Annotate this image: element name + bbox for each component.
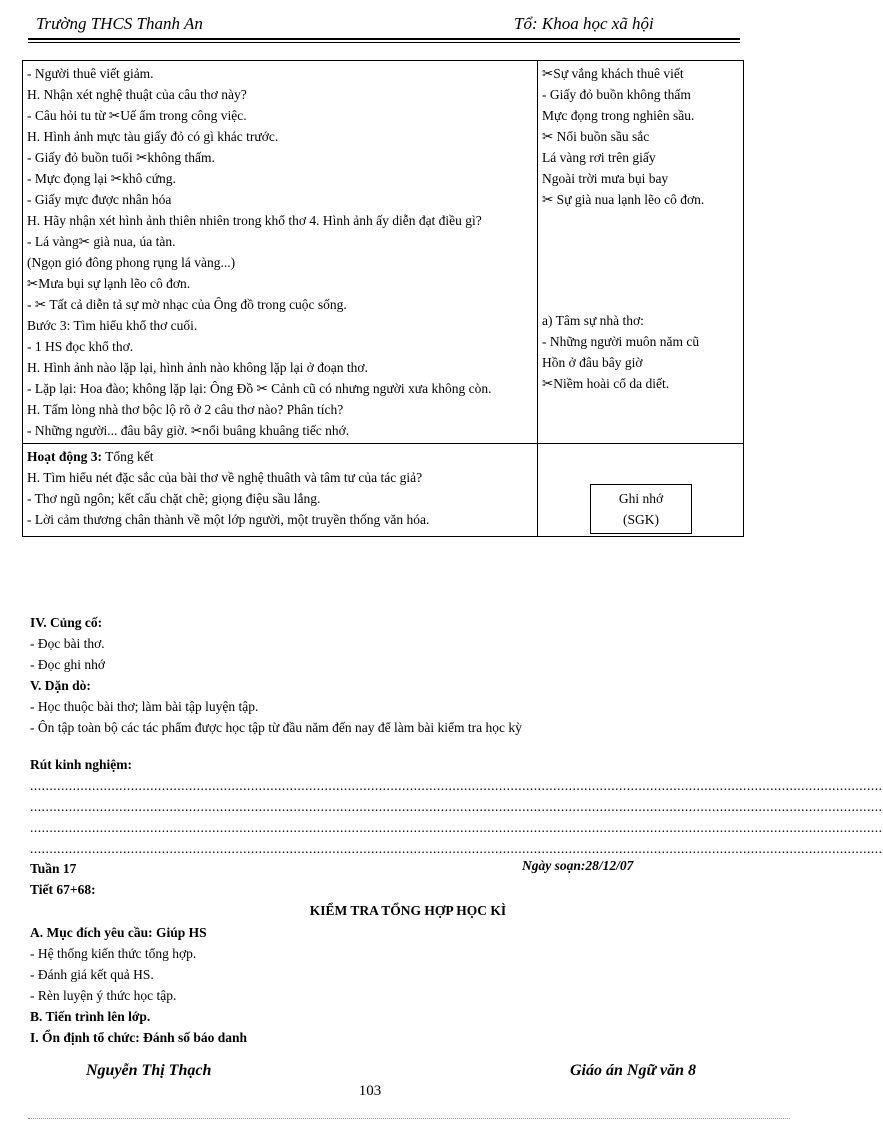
school-name: Trường THCS Thanh An xyxy=(36,14,203,33)
dotted-line: ............................................................................................................................................................................................................................ xyxy=(30,778,883,793)
text-line: - 1 HS đọc khổ thơ. xyxy=(27,339,134,354)
text-line: H. Hình ảnh mực tàu giấy đỏ có gì khác trước. xyxy=(27,129,279,144)
subject-name: Giáo án Ngữ văn 8 xyxy=(570,1062,697,1079)
note-source: (SGK) xyxy=(623,512,659,527)
prepared-date: Ngày soạn:28/12/07 xyxy=(522,858,634,873)
note-box xyxy=(590,484,692,534)
text-line: - Người thuê viết giảm. xyxy=(27,66,154,81)
text-line: - Những người muôn năm cũ xyxy=(542,334,700,349)
lesson-table xyxy=(22,60,744,537)
dotted-line: ............................................................................................................................................................................................................................ xyxy=(30,799,883,814)
text-line: (Ngọn gió đông phong rụng lá vàng...) xyxy=(27,255,236,270)
list-item: - Đánh giá kết quả HS. xyxy=(30,967,154,982)
spacer xyxy=(542,210,737,310)
dotted-line: ............................................................................................................................................................................................................................ xyxy=(30,820,883,835)
text-line: H. Tìm hiểu nét đặc sắc của bài thơ về nghệ thuâth và tâm tư của tác giả? xyxy=(27,470,423,485)
text-line: - Giấy mực được nhân hóa xyxy=(27,192,172,207)
week-label: Tuần 17 xyxy=(30,861,77,876)
text-line: Mực đọng trong nghiên sầu. xyxy=(542,108,695,123)
period-label: Tiết 67+68: xyxy=(30,882,96,897)
list-item: - Hệ thống kiến thức tổng hợp. xyxy=(30,946,197,961)
summary-activity-cell xyxy=(23,444,538,537)
text-line: - Lá vàng✂ già nua, úa tàn. xyxy=(27,234,176,249)
list-item: - Đọc ghi nhớ xyxy=(30,657,106,672)
list-item: - Rèn luyện ý thức học tập. xyxy=(30,988,177,1003)
text-line: - Giấy đỏ buồn tuổi ✂không thấm. xyxy=(27,150,215,165)
text-line: - Câu hỏi tu từ ✂Uế ẩm trong công việc. xyxy=(27,108,247,123)
summary-content-cell xyxy=(538,444,744,537)
text-line: ✂Sự vắng khách thuê viết xyxy=(542,66,684,81)
text-line: - Thơ ngũ ngôn; kết cấu chặt chẽ; giọng điệu sầu lắng. xyxy=(27,491,321,506)
objectives-section xyxy=(30,922,730,1048)
lesson-title: KIỂM TRA TỔNG HỢP HỌC KÌ xyxy=(309,903,507,918)
list-item: - Học thuộc bài thơ; làm bài tập luyện tập. xyxy=(30,699,259,714)
note-title: Ghi nhớ xyxy=(618,491,664,506)
text-line: ✂ Sự già nua lạnh lẽo cô đơn. xyxy=(542,192,705,207)
text-line: ✂Mưa bụi sự lạnh lẽo cô đơn. xyxy=(27,276,191,291)
activity-heading: Hoạt động 3: Tổng kết xyxy=(27,449,154,464)
section-heading: I. Ổn định tổ chức: Đánh số báo danh xyxy=(30,1030,248,1045)
text-line: a) Tâm sự nhà thơ: xyxy=(542,313,644,328)
section-heading: B. Tiến trình lên lớp. xyxy=(30,1009,151,1024)
text-line: Hồn ở đâu bây giờ xyxy=(542,355,643,370)
section-heading: IV. Củng cố: xyxy=(30,615,103,630)
section-heading: Rút kinh nghiệm: xyxy=(30,757,133,772)
text-line: - Lặp lại: Hoa đào; không lặp lại: Ông Đồ ✂ Cảnh cũ có nhưng người xưa không còn. xyxy=(27,381,492,396)
week-period xyxy=(30,858,96,900)
page-bottom-rule xyxy=(28,1118,790,1119)
department-name: Tổ: Khoa học xã hội xyxy=(514,14,654,33)
text-line: H. Hãy nhận xét hình ảnh thiên nhiên trong khổ thơ 4. Hình ảnh ấy diễn đạt điều gì? xyxy=(27,213,482,228)
section-heading: A. Mục đích yêu cầu: Giúp HS xyxy=(30,925,207,940)
text-line: - Lời cảm thương chân thành về một lớp người, một truyền thống văn hóa. xyxy=(27,512,430,527)
text-line: Ngoài trời mưa bụi bay xyxy=(542,171,669,186)
header-rule xyxy=(28,38,740,40)
table-row xyxy=(23,61,744,444)
text-line: - Những người... đâu bây giờ. ✂nổi buâng khuâng tiếc nhớ. xyxy=(27,423,350,438)
text-line: H. Tấm lòng nhà thơ bộc lộ rõ ở 2 câu thơ nào? Phân tích? xyxy=(27,402,344,417)
text-line: H. Nhận xét nghệ thuật của câu thơ này? xyxy=(27,87,247,102)
text-line: Bước 3: Tìm hiểu khổ thơ cuối. xyxy=(27,318,198,333)
consolidation-section xyxy=(30,612,730,675)
page-number: 103 xyxy=(358,1083,382,1099)
teacher-student-activity-cell xyxy=(23,61,538,444)
text-line: - ✂ Tất cả diễn tả sự mờ nhạc của Ông đồ trong cuộc sống. xyxy=(27,297,347,312)
text-line: ✂ Nổi buồn sầu sắc xyxy=(542,129,650,144)
header-rule-thin xyxy=(28,42,740,43)
list-item: - Đọc bài thơ. xyxy=(30,636,105,651)
text-line: - Giấy đỏ buồn không thấm xyxy=(542,87,691,102)
text-line: Lá vàng rơi trên giấy xyxy=(542,150,656,165)
table-row xyxy=(23,444,744,537)
experience-section xyxy=(30,754,883,859)
author-name: Nguyễn Thị Thạch xyxy=(86,1062,212,1079)
content-cell xyxy=(538,61,744,444)
list-item: - Ôn tập toàn bộ các tác phẩm được học tập từ đầu năm đến nay để làm bài kiểm tra học kỳ xyxy=(30,720,522,735)
dotted-line: ............................................................................................................................................................................................................................ xyxy=(30,841,883,856)
text-line: - Mực đọng lại ✂khô cứng. xyxy=(27,171,176,186)
section-heading: V. Dặn dò: xyxy=(30,678,91,693)
text-line: H. Hình ảnh nào lặp lại, hình ảnh nào không lặp lại ở đoạn thơ. xyxy=(27,360,368,375)
text-line: ✂Niềm hoài cổ da diết. xyxy=(542,376,670,391)
homework-section xyxy=(30,675,730,738)
